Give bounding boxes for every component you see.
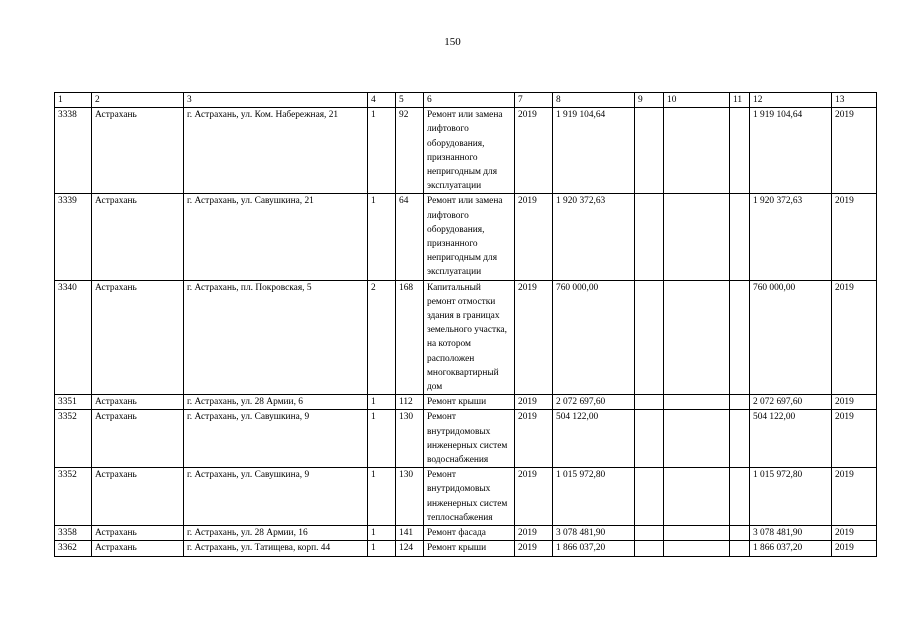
cell-year: 2019 (515, 468, 553, 526)
cell-col13: 2019 (832, 280, 877, 395)
register-table (54, 92, 877, 557)
cell-id: 3358 (55, 526, 92, 541)
col-header-11: 11 (730, 93, 750, 108)
cell-year: 2019 (515, 280, 553, 395)
cell-col5: 130 (396, 468, 424, 526)
cell-year: 2019 (515, 526, 553, 541)
cell-year: 2019 (515, 395, 553, 410)
cell-col11 (730, 280, 750, 395)
table-row (55, 194, 877, 280)
cell-work-type: Ремонт внутридомовых инженерных систем водоснабжения (424, 410, 515, 468)
cell-col4: 1 (368, 395, 396, 410)
col-header-10: 10 (664, 93, 730, 108)
cell-year: 2019 (515, 194, 553, 280)
cell-col12: 760 000,00 (750, 280, 832, 395)
cell-col13: 2019 (832, 468, 877, 526)
cell-col9 (635, 541, 664, 556)
cell-city: Астрахань (92, 410, 184, 468)
table-row (55, 526, 877, 541)
cell-col12: 504 122,00 (750, 410, 832, 468)
cell-city: Астрахань (92, 108, 184, 194)
cell-col10 (664, 280, 730, 395)
cell-col4: 1 (368, 468, 396, 526)
cell-col5: 130 (396, 410, 424, 468)
cell-col9 (635, 280, 664, 395)
cell-cost: 1 920 372,63 (553, 194, 635, 280)
cell-col13: 2019 (832, 410, 877, 468)
cell-col11 (730, 194, 750, 280)
cell-col11 (730, 410, 750, 468)
cell-col13: 2019 (832, 395, 877, 410)
cell-col12: 1 015 972,80 (750, 468, 832, 526)
col-header-4: 4 (368, 93, 396, 108)
table-row (55, 280, 877, 395)
cell-col11 (730, 468, 750, 526)
cell-address: г. Астрахань, ул. Татищева, корп. 44 (184, 541, 368, 556)
cell-work-type: Капитальный ремонт отмостки здания в границах земельного участка, на котором расположен многоквартирный дом (424, 280, 515, 395)
cell-year: 2019 (515, 410, 553, 468)
cell-city: Астрахань (92, 541, 184, 556)
cell-col9 (635, 468, 664, 526)
col-header-12: 12 (750, 93, 832, 108)
col-header-5: 5 (396, 93, 424, 108)
cell-col5: 141 (396, 526, 424, 541)
table-row (55, 410, 877, 468)
cell-cost: 1 015 972,80 (553, 468, 635, 526)
col-header-3: 3 (184, 93, 368, 108)
cell-id: 3340 (55, 280, 92, 395)
cell-col13: 2019 (832, 108, 877, 194)
cell-col9 (635, 395, 664, 410)
cell-col10 (664, 395, 730, 410)
cell-id: 3339 (55, 194, 92, 280)
cell-city: Астрахань (92, 526, 184, 541)
cell-cost: 2 072 697,60 (553, 395, 635, 410)
table-row (55, 468, 877, 526)
cell-col5: 124 (396, 541, 424, 556)
col-header-13: 13 (832, 93, 877, 108)
col-header-9: 9 (635, 93, 664, 108)
cell-address: г. Астрахань, ул. 28 Армии, 16 (184, 526, 368, 541)
cell-cost: 1 866 037,20 (553, 541, 635, 556)
cell-col11 (730, 541, 750, 556)
cell-id: 3352 (55, 410, 92, 468)
cell-address: г. Астрахань, ул. Ком. Набережная, 21 (184, 108, 368, 194)
cell-col13: 2019 (832, 194, 877, 280)
cell-col9 (635, 108, 664, 194)
cell-work-type: Ремонт внутридомовых инженерных систем теплоснабжения (424, 468, 515, 526)
cell-col11 (730, 395, 750, 410)
cell-address: г. Астрахань, пл. Покровская, 5 (184, 280, 368, 395)
cell-col9 (635, 526, 664, 541)
table-row (55, 541, 877, 556)
header-row (55, 93, 877, 108)
cell-id: 3338 (55, 108, 92, 194)
cell-col4: 1 (368, 410, 396, 468)
cell-col12: 2 072 697,60 (750, 395, 832, 410)
cell-col10 (664, 541, 730, 556)
cell-cost: 3 078 481,90 (553, 526, 635, 541)
cell-city: Астрахань (92, 194, 184, 280)
cell-col9 (635, 410, 664, 468)
table-row (55, 108, 877, 194)
cell-col4: 1 (368, 194, 396, 280)
cell-col12: 1 866 037,20 (750, 541, 832, 556)
cell-col9 (635, 194, 664, 280)
cell-col10 (664, 410, 730, 468)
cell-city: Астрахань (92, 395, 184, 410)
cell-col5: 92 (396, 108, 424, 194)
cell-year: 2019 (515, 108, 553, 194)
cell-id: 3362 (55, 541, 92, 556)
cell-col4: 2 (368, 280, 396, 395)
cell-address: г. Астрахань, ул. Савушкина, 21 (184, 194, 368, 280)
cell-col12: 3 078 481,90 (750, 526, 832, 541)
cell-col12: 1 919 104,64 (750, 108, 832, 194)
col-header-2: 2 (92, 93, 184, 108)
cell-col13: 2019 (832, 526, 877, 541)
cell-col5: 112 (396, 395, 424, 410)
cell-cost: 504 122,00 (553, 410, 635, 468)
cell-col5: 64 (396, 194, 424, 280)
cell-work-type: Ремонт фасада (424, 526, 515, 541)
cell-city: Астрахань (92, 280, 184, 395)
cell-city: Астрахань (92, 468, 184, 526)
cell-col10 (664, 194, 730, 280)
cell-col10 (664, 526, 730, 541)
col-header-7: 7 (515, 93, 553, 108)
cell-cost: 1 919 104,64 (553, 108, 635, 194)
cell-col4: 1 (368, 526, 396, 541)
cell-address: г. Астрахань, ул. 28 Армии, 6 (184, 395, 368, 410)
cell-work-type: Ремонт крыши (424, 395, 515, 410)
cell-address: г. Астрахань, ул. Савушкина, 9 (184, 468, 368, 526)
cell-col4: 1 (368, 108, 396, 194)
cell-col11 (730, 526, 750, 541)
cell-work-type: Ремонт или замена лифтового оборудования, признанного непригодным для эксплуатации (424, 194, 515, 280)
page-number: 150 (444, 36, 461, 48)
cell-work-type: Ремонт или замена лифтового оборудования, признанного непригодным для эксплуатации (424, 108, 515, 194)
cell-cost: 760 000,00 (553, 280, 635, 395)
cell-col12: 1 920 372,63 (750, 194, 832, 280)
cell-id: 3351 (55, 395, 92, 410)
cell-col11 (730, 108, 750, 194)
col-header-1: 1 (55, 93, 92, 108)
cell-work-type: Ремонт крыши (424, 541, 515, 556)
cell-address: г. Астрахань, ул. Савушкина, 9 (184, 410, 368, 468)
col-header-6: 6 (424, 93, 515, 108)
table-row (55, 395, 877, 410)
cell-id: 3352 (55, 468, 92, 526)
cell-col10 (664, 108, 730, 194)
cell-col5: 168 (396, 280, 424, 395)
col-header-8: 8 (553, 93, 635, 108)
cell-col10 (664, 468, 730, 526)
cell-year: 2019 (515, 541, 553, 556)
cell-col4: 1 (368, 541, 396, 556)
cell-col13: 2019 (832, 541, 877, 556)
